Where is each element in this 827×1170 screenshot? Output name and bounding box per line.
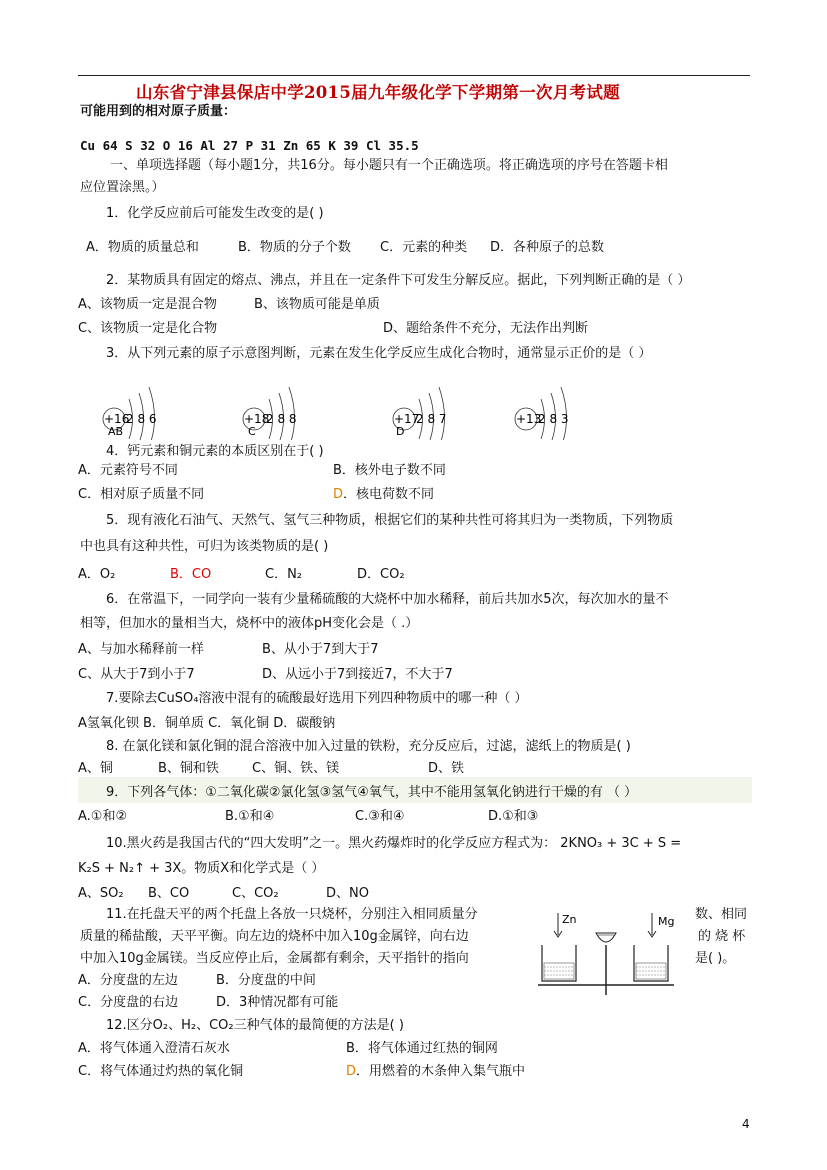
atom-e-shells: 2 8 3 (538, 412, 569, 426)
q8-option-d: D、铁 (428, 761, 465, 776)
balance-diagram (534, 905, 694, 999)
section-instruction-cont: 应位置涂黑。） (80, 180, 165, 195)
q5-option-c: C．N₂ (265, 567, 303, 582)
q9-option-a: A.①和② (78, 809, 128, 824)
q10-option-c: C、CO₂ (232, 886, 279, 901)
atom-a-shells: 2 8 6 (126, 412, 157, 426)
question-7-stem: 7.要除去CuSO₄溶液中混有的硫酸最好选用下列四种物质中的哪一种（ ） (106, 691, 528, 706)
q11-option-c: C．分度盘的右边 (78, 995, 179, 1010)
q1-option-b: B．物质的分子个数 (238, 240, 351, 255)
q12-option-a: A．将气体通入澄清石灰水 (78, 1041, 230, 1056)
atom-diagram-e (515, 387, 569, 440)
question-11-line1: 11.在托盘天平的两个托盘上各放一只烧杯，分别注入相同质量分 (106, 907, 478, 922)
q6-option-c: C、从大于7到小于7 (78, 667, 195, 682)
atom-e-nucleus: +13 (516, 412, 542, 426)
zn-label: Zn (562, 913, 577, 926)
q6-option-a: A、与加水稀释前一样 (78, 642, 204, 657)
question-11-line1-right: 数、相同 (695, 907, 748, 922)
q6-option-d: D、从远小于7到接近7，不大于7 (262, 667, 453, 682)
atom-diagram-d (393, 387, 447, 440)
q4-option-b: B．核外电子数不同 (333, 463, 446, 478)
page-number: 4 (742, 1117, 750, 1131)
q12-option-d-letter: D (346, 1064, 357, 1079)
atom-d-shells: 2 8 7 (416, 412, 447, 426)
atom-c-nucleus: +18 (244, 412, 270, 426)
q9-option-b: B.①和④ (225, 809, 275, 824)
q10-option-d: D、NO (326, 886, 369, 901)
atom-d-label: D (396, 425, 405, 438)
atom-a-nucleus: +16 (104, 412, 130, 426)
atomic-mass-label: 可能用到的相对原子质量： (80, 104, 237, 119)
q11-option-d: D．3种情况都有可能 (216, 995, 339, 1010)
q9-option-d: D.①和③ (488, 809, 539, 824)
question-5-stem-cont: 中也具有这种共性，可归为该类物质的是( ) (80, 539, 329, 554)
atom-diagrams (96, 385, 576, 440)
atom-d-nucleus: +17 (394, 412, 420, 426)
question-10-stem: 10.黑火药是我国古代的“四大发明”之一。黑火药爆炸时的化学反应方程式为： 2KNO₃ + 3C + S = (106, 836, 682, 851)
question-11-line2: 质量的稀盐酸，天平平衡。向左边的烧杯中加入10g金属锌，向右边 (80, 929, 469, 944)
q4-option-a: A．元素符号不同 (78, 463, 178, 478)
atom-c-shells: 2 8 8 (266, 412, 297, 426)
q5-option-d: D．CO₂ (357, 567, 405, 582)
q2-option-b: B、该物质可能是单质 (254, 297, 380, 312)
atomic-mass-values: Cu 64 S 32 O 16 Al 27 P 31 Zn 65 K 39 Cl 35.5 (80, 138, 419, 153)
page-title: 山东省宁津县保店中学2015届九年级化学下学期第一次月考试题 (136, 83, 620, 102)
q8-option-c: C、铜、铁、镁 (252, 761, 340, 776)
atom-a-label: AB (108, 425, 124, 438)
q4-option-c: C．相对原子质量不同 (78, 487, 205, 502)
question-1-stem: 1．化学反应前后可能发生改变的是( ) (106, 206, 324, 221)
q12-option-c: C．将气体通过灼热的氧化铜 (78, 1064, 244, 1079)
q2-option-a: A、该物质一定是混合物 (78, 297, 217, 312)
q7-options: A氢氧化钡 B．铜单质 C．氧化铜 D．碳酸钠 (78, 716, 336, 731)
q6-option-b: B、从小于7到大于7 (262, 642, 379, 657)
section-instruction: 一、单项选择题（每小题1分，共16分。每小题只有一个正确选项。将正确选项的序号在答题卡相 (110, 158, 668, 173)
question-10-stem-cont: K₂S + N₂↑ + 3X。物质X和化学式是（ ） (78, 861, 325, 876)
q5-option-b: B．CO (170, 567, 212, 582)
q5-option-a: A．O₂ (78, 567, 116, 582)
q12-option-b: B．将气体通过红热的铜网 (346, 1041, 498, 1056)
q9-option-c: C.③和④ (355, 809, 405, 824)
q1-option-a: A．物质的质量总和 (86, 240, 199, 255)
question-11-line3: 中加入10g金属镁。当反应停止后，金属都有剩余，天平指针的指向 (80, 951, 469, 966)
q8-option-b: B、铜和铁 (158, 761, 219, 776)
question-11-line3-right: 是( )。 (695, 951, 736, 966)
question-9-stem: 9．下列各气体：①二氧化碳②氯化氢③氢气④氧气，其中不能用氢氧化钠进行干燥的有 （ ） (106, 785, 638, 800)
q2-option-c: C、该物质一定是化合物 (78, 321, 218, 336)
mg-label: Mg (658, 915, 675, 928)
question-2-stem: 2．某物质具有固定的熔点、沸点，并且在一定条件下可发生分解反应。据此，下列判断正确的是（ ） (106, 273, 691, 288)
atom-diagram-c (243, 387, 297, 440)
question-6-stem-cont: 相等，但加水的量相当大，烧杯中的液体pH变化会是（ .） (80, 616, 419, 631)
q4-option-d-letter: D (333, 487, 344, 502)
q10-option-a: A、SO₂ (78, 886, 124, 901)
q10-option-b: B、CO (148, 886, 190, 901)
q12-option-d (346, 1064, 525, 1080)
q8-option-a: A、铜 (78, 761, 113, 776)
q12-option-d-text: ．用燃着的木条伸入集气瓶中 (356, 1064, 526, 1079)
question-6-stem: 6．在常温下，一同学向一装有少量稀硫酸的大烧杯中加水稀释，前后共加水5次，每次加水的量不 (106, 592, 669, 607)
q11-option-a: A．分度盘的左边 (78, 973, 178, 988)
question-11-line2-right: 的 烧 杯 (698, 929, 746, 944)
q2-option-d: D、题给条件不充分，无法作出判断 (383, 321, 589, 336)
question-12-stem: 12.区分O₂、H₂、CO₂三种气体的最简便的方法是( ) (106, 1018, 404, 1033)
q1-option-d: D．各种原子的总数 (490, 240, 605, 255)
question-3-stem: 3．从下列元素的原子示意图判断，元素在发生化学反应生成化合物时，通常显示正价的是（ ） (106, 346, 652, 361)
question-5-stem: 5．现有液化石油气、天然气、氢气三种物质，根据它们的某种共性可将其归为一类物质，下列物质 (106, 513, 674, 528)
atom-diagram-a (103, 387, 157, 440)
atom-c-label: C (248, 425, 256, 438)
q4-option-d-text: ．核电荷数不同 (343, 487, 435, 502)
q1-option-c: C．元素的种类 (380, 240, 468, 255)
q11-option-b: B．分度盘的中间 (216, 973, 316, 988)
q4-option-d (333, 487, 434, 503)
question-8-stem: 8. 在氯化镁和氯化铜的混合溶液中加入过量的铁粉，充分反应后，过滤，滤纸上的物质是( ) (106, 739, 631, 754)
question-4-stem: 4．钙元素和铜元素的本质区别在于( ) (106, 444, 324, 459)
header-rule (78, 75, 750, 76)
